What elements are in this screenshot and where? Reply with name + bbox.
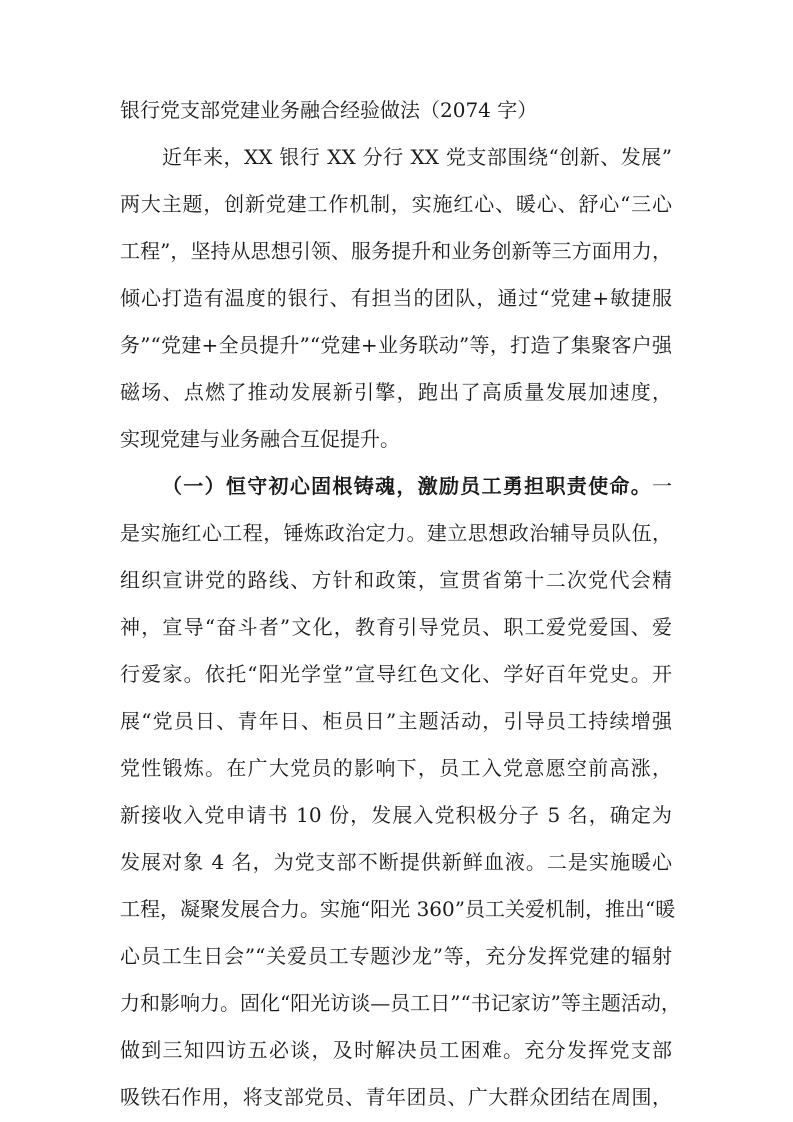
section-heading: （一）恒守初心固根铸魂，激励员工勇担职责使命。 [162, 474, 652, 498]
section-line-12: 做到三知四访五必谈，及时解决员工困难。充分发挥党支部 [120, 1038, 672, 1062]
document-title: 银行党支部党建业务融合经验做法（2074 字） [120, 98, 538, 122]
intro-line-5: 务”“党建+全员提升”“党建+业务联动”等，打造了集聚客户强 [120, 333, 672, 357]
section-line-10: 心员工生日会”“关爱员工专题沙龙”等，充分发挥党建的辐射 [120, 944, 672, 968]
section-line-1: 是实施红心工程，锤炼政治定力。建立思想政治辅导员队伍， [120, 521, 672, 545]
section-line-9: 工程，凝聚发展合力。实施“阳光 360”员工关爱机制，推出“暖 [120, 897, 676, 921]
section-line-7: 新接收入党申请书 10 份，发展入党积极分子 5 名，确定为 [120, 803, 672, 827]
section-heading-tail: 一 [652, 474, 672, 498]
section-line-4: 行爱家。依托“阳光学堂”宣导红色文化、学好百年党史。开 [120, 662, 672, 686]
section-line-13: 吸铁石作用，将支部党员、青年团员、广大群众团结在周围， [120, 1085, 672, 1109]
section-line-11: 力和影响力。固化“阳光访谈—员工日”“书记家访”等主题活动， [120, 991, 681, 1015]
section-line-5: 展“党员日、青年日、柜员日”主题活动，引导员工持续增强 [120, 709, 672, 733]
section-line-6: 党性锻炼。在广大党员的影响下，员工入党意愿空前高涨， [120, 756, 672, 780]
intro-line-3: 工程”，坚持从思想引领、服务提升和业务创新等三方面用力， [120, 239, 672, 263]
section-line-3: 神，宣导“奋斗者”文化，教育引导党员、职工爱党爱国、爱 [120, 615, 672, 639]
intro-line-4: 倾心打造有温度的银行、有担当的团队，通过“党建+敏捷服 [120, 286, 672, 310]
section-heading-line [162, 466, 672, 506]
intro-line-1: 近年来，XX 银行 XX 分行 XX 党支部围绕“创新、发展” [162, 145, 672, 169]
section-line-8: 发展对象 4 名，为党支部不断提供新鲜血液。二是实施暖心 [120, 850, 672, 874]
intro-line-7: 实现党建与业务融合互促提升。 [120, 427, 400, 451]
section-line-2: 组织宣讲党的路线、方针和政策，宣贯省第十二次党代会精 [120, 568, 672, 592]
intro-line-6: 磁场、点燃了推动发展新引擎，跑出了高质量发展加速度， [120, 380, 672, 404]
intro-line-2: 两大主题，创新党建工作机制，实施红心、暖心、舒心“三心 [120, 192, 672, 216]
